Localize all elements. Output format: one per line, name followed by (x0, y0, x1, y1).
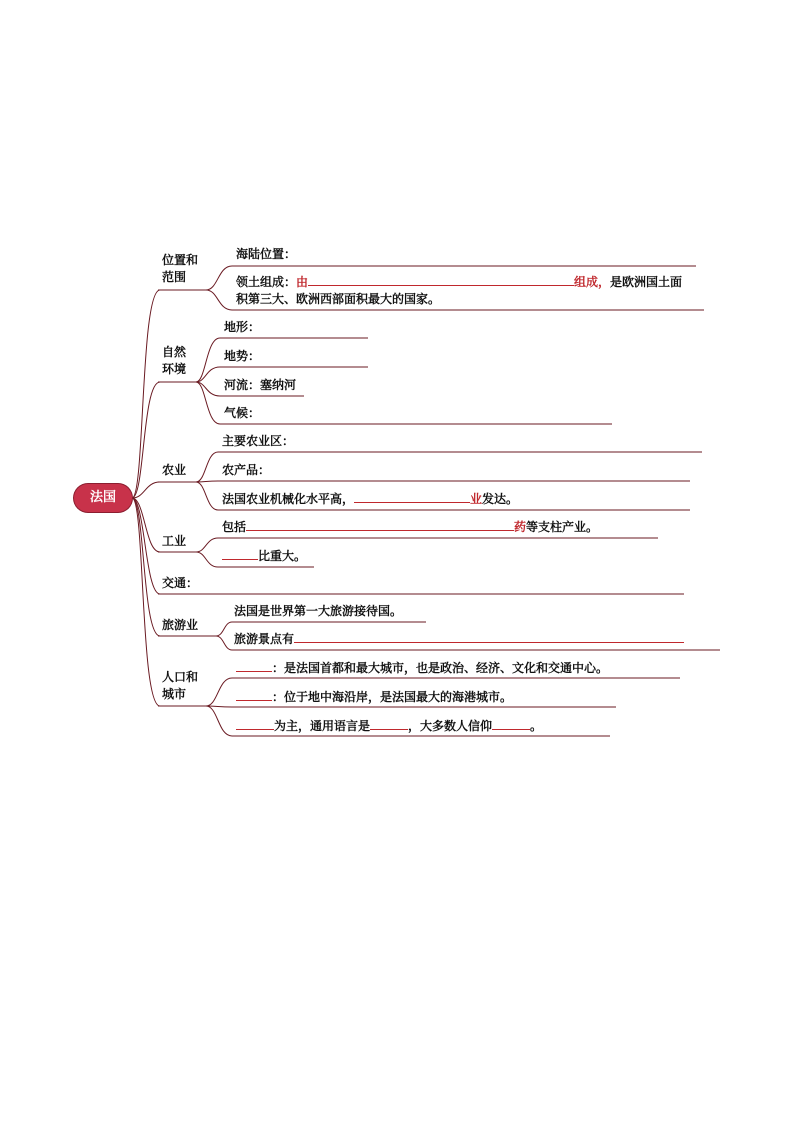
connector-pop-lang (206, 706, 232, 736)
category-location: 位置和 范围 (162, 253, 199, 284)
include-suffix: 等支柱产业。 (526, 520, 599, 534)
port-blank (236, 689, 272, 701)
lang-blank-2 (370, 718, 408, 730)
connector-env-climate (196, 382, 220, 424)
connector-ind-share (196, 552, 218, 567)
connector-pop-capital (206, 678, 232, 706)
connector-agri-area (196, 452, 218, 482)
env-terrain: 地形： (224, 320, 261, 334)
category-agriculture: 农业 (162, 463, 187, 477)
tour-line-2 (234, 631, 684, 647)
mech-suffix: 发达。 (482, 492, 519, 506)
share-suffix: 比重大。 (258, 549, 307, 563)
connector-location-sea (206, 266, 232, 290)
territory-red-2: 组成， (574, 275, 611, 289)
territory-suffix: 是欧洲国土面 (610, 275, 683, 289)
capital-suffix: ：是法国首都和最大城市，也是政治、经济、文化和交通中心。 (272, 661, 609, 675)
env-topography: 地势： (224, 349, 261, 363)
env-river: 河流：塞纳河 (224, 378, 297, 392)
capital-blank (236, 660, 272, 672)
pop-language (236, 718, 542, 734)
territory-red-1: 由 (296, 275, 309, 289)
root-node-france: 法国 (74, 484, 132, 512)
include-prefix: 包括 (222, 520, 247, 534)
category-population: 人口和 城市 (162, 670, 199, 701)
category-tourism: 旅游业 (162, 618, 199, 632)
agri-mechanization (222, 491, 518, 507)
category-industry: 工业 (162, 534, 187, 548)
lang-blank-3 (492, 718, 530, 730)
ind-share (222, 548, 306, 564)
port-suffix: ：位于地中海沿岸，是法国最大的海港城市。 (272, 690, 513, 704)
mech-blank (354, 491, 470, 503)
lang-blank-1 (236, 718, 274, 730)
connector-root-location (132, 290, 160, 498)
connector-agri-mech (196, 482, 218, 510)
mech-red: 业 (470, 492, 483, 506)
connector-root-environment (132, 382, 160, 498)
territory-blank (308, 274, 574, 286)
connector-ind-include (196, 538, 218, 552)
tour-line-1: 法国是世界第一大旅游接待国。 (234, 604, 403, 618)
include-blank (246, 519, 514, 531)
pop-port (236, 689, 512, 705)
lang-part-2: ，大多数人信仰 (408, 719, 493, 733)
agri-products: 农产品： (222, 463, 271, 477)
agri-main-area: 主要农业区： (222, 434, 295, 448)
territory-prefix: 领土组成： (236, 275, 297, 289)
connector-root-tourism (132, 498, 160, 636)
category-environment: 自然 环境 (162, 345, 187, 376)
connector-root-transport (132, 498, 160, 594)
lang-part-1: 为主，通用语言是 (274, 719, 371, 733)
connector-tour-1 (216, 622, 232, 636)
ind-include (222, 519, 598, 535)
category-transport: 交通： (162, 576, 199, 590)
pop-capital (236, 660, 608, 676)
location-sea-land: 海陆位置： (236, 247, 297, 261)
mech-prefix: 法国农业机械化水平高， (222, 492, 355, 506)
connector-location-territory (206, 290, 232, 310)
share-blank (222, 548, 258, 560)
lang-part-3: 。 (530, 719, 543, 733)
include-red: 药 (514, 520, 527, 534)
location-territory-line2: 积第三大、欧洲西部面积最大的国家。 (236, 292, 441, 306)
connector-tour-2 (216, 636, 232, 650)
tour-line-2-prefix: 旅游景点有 (234, 632, 295, 646)
env-climate: 气候： (224, 406, 261, 420)
connector-env-terrain (196, 338, 220, 382)
location-territory (236, 274, 682, 290)
tour-blank (294, 631, 684, 643)
